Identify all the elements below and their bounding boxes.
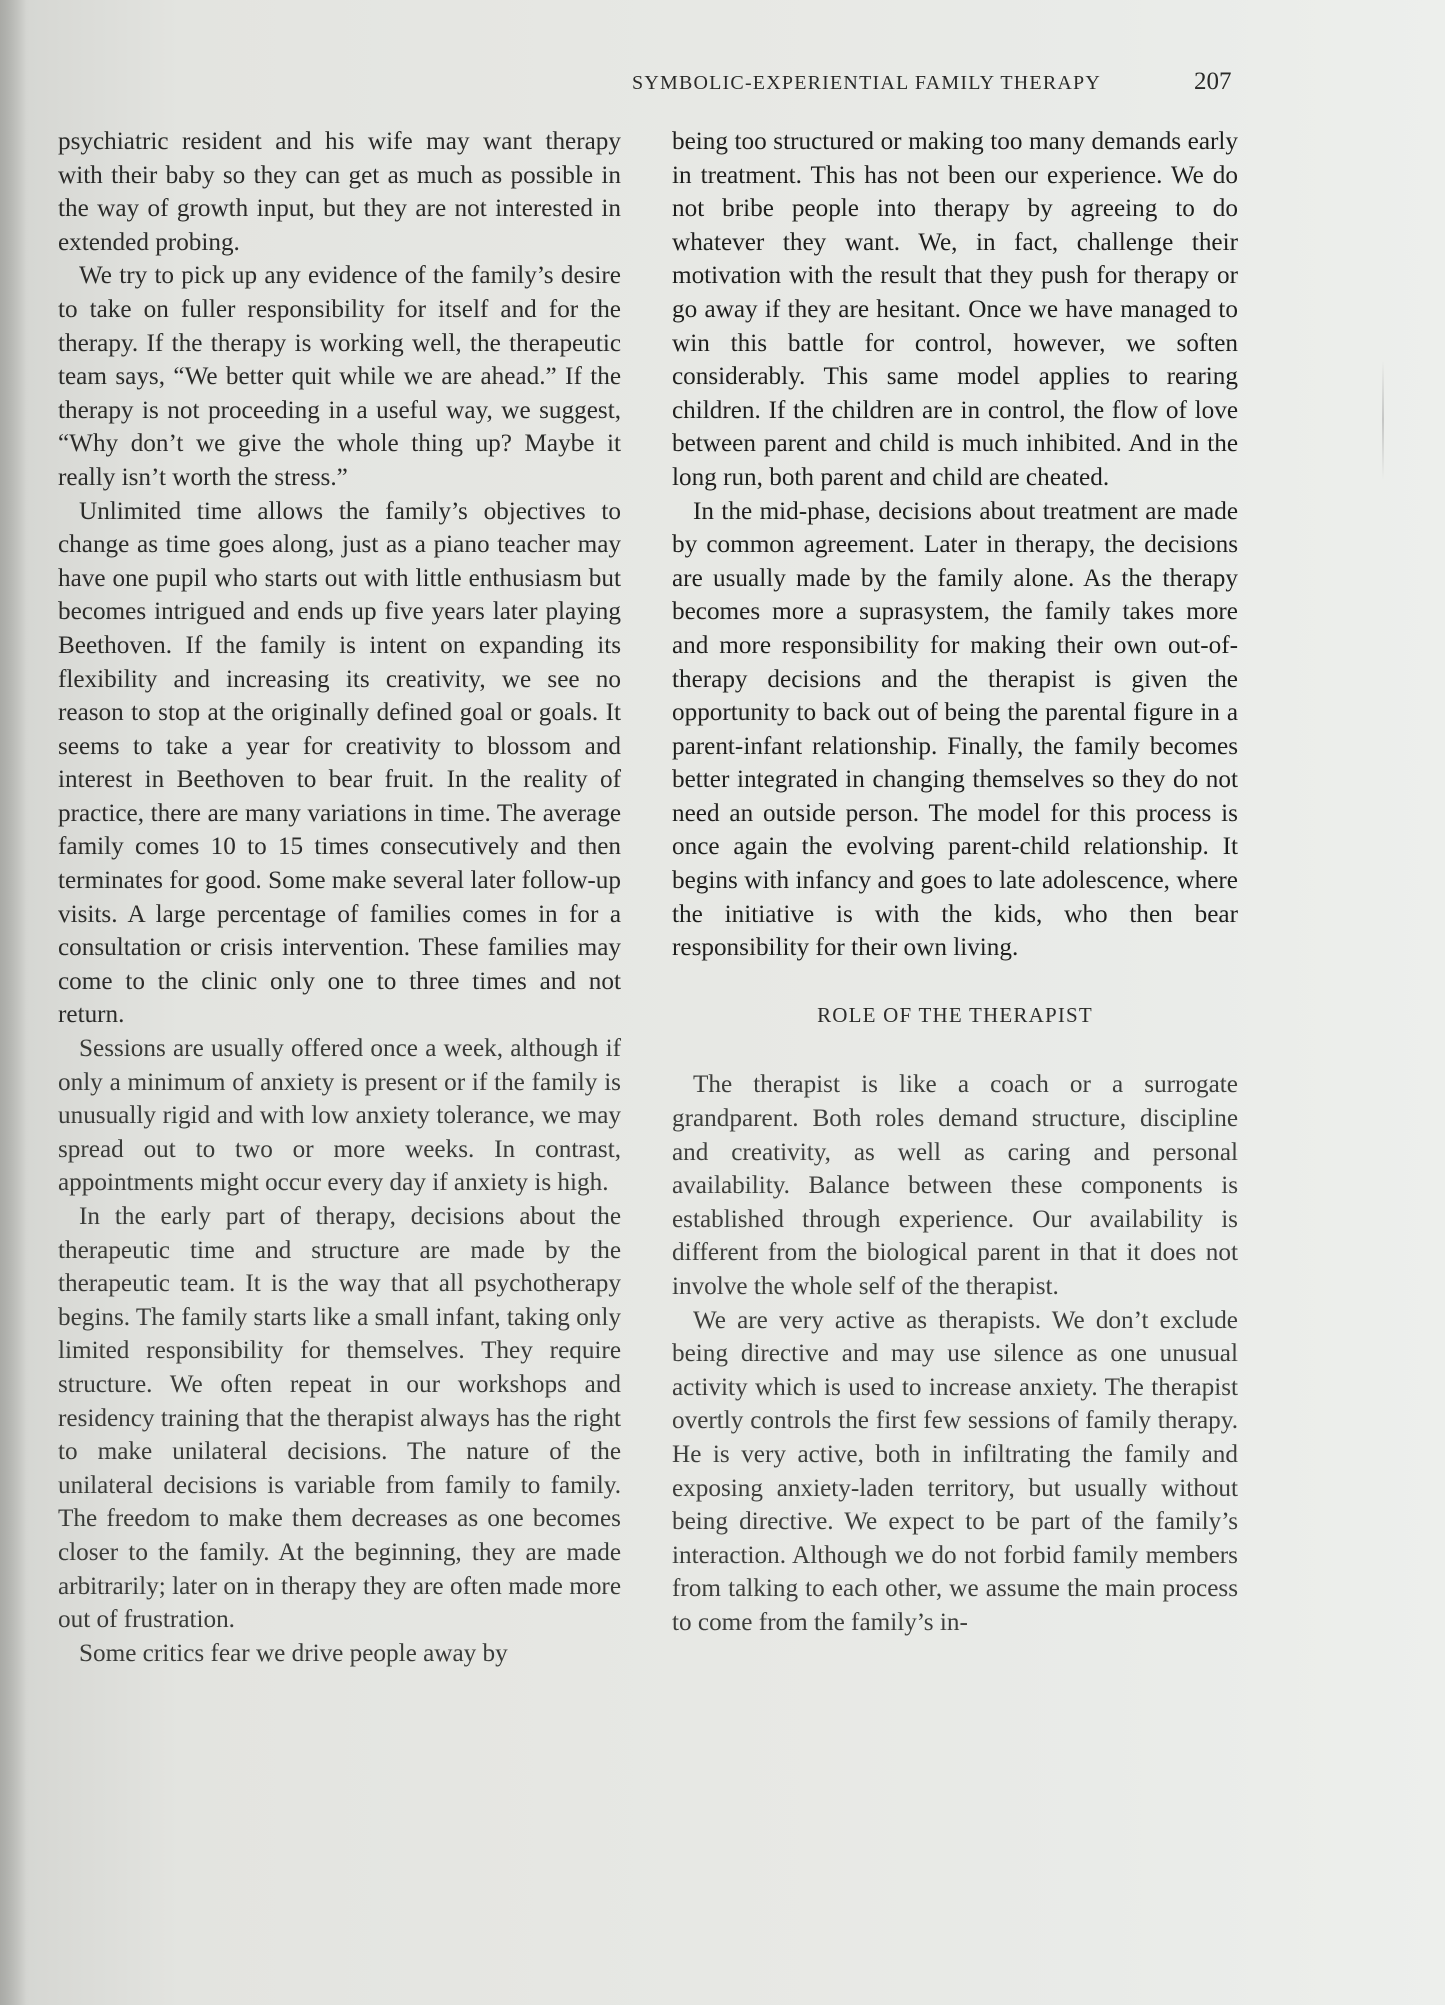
page-edge-mark bbox=[1382, 360, 1384, 480]
paragraph: In the early part of therapy, decisions about the therapeutic time and structure are made by the therapeutic team. It is the way that all psychotherapy begins. The family starts like a small infant, taking only limited responsibility for themselves. They require structure. We often repeat in our workshops and residency training that the therapist always has the right to make unilateral decisions. The nature of the unilateral decisions is variable from family to family. The freedom to make them decreases as one becomes closer to the family. At the beginning, they are made arbitrarily; later on in therapy they are often made more out of frustration. bbox=[58, 1203, 621, 1634]
paragraph: We try to pick up any evidence of the family’s desire to take on fuller responsibility for itself and for the therapy. If the therapy is working well, the therapeutic team says, “We better quit while we are ahead.” If the therapy is not proceeding in a useful way, we suggest, “Why don’t we give the whole thing up? Maybe it really isn’t worth the stress.” bbox=[58, 262, 621, 491]
paragraph: We are very active as therapists. We don’t exclude being directive and may use silence as one unusual activity which is used to increase anxiety. The therapist overtly controls the first few sessions of family therapy. He is very active, both in infiltrating the family and exposing anxiety-laden territory, but usually without being directive. We expect to be part of the family’s interaction. Although we do not forbid family members from talking to each other, we assume the main process to come from the family’s in- bbox=[672, 1306, 1238, 1636]
right-column bbox=[672, 125, 1238, 1640]
left-column bbox=[58, 125, 621, 1670]
paragraph: The therapist is like a coach or a surrogate grandparent. Both roles demand structure, discipline and creativity, as well as caring and personal availability. Balance between these components is established through experience. Our availability is different from the biological parent in that it does not involve the whole self of the therapist. bbox=[672, 1071, 1238, 1300]
paragraph: being too structured or making too many demands early in treatment. This has not been our experience. We do not bribe people into therapy by agreeing to do whatever they want. We, in fact, challenge their motivation with the result that they push for therapy or go away if they are hesitant. Once we have managed to win this battle for control, however, we soften considerably. This same model applies to rearing children. If the children are in control, the flow of love between parent and child is much inhibited. And in the long run, both parent and child are cheated. bbox=[672, 128, 1238, 491]
paragraph: Unlimited time allows the family’s objectives to change as time goes along, just as a piano teacher may have one pupil who starts out with little enthusiasm but becomes intrigued and ends up five years later playing Beethoven. If the family is intent on expanding its flexibility and increasing its creativity, we see no reason to stop at the originally defined goal or goals. It seems to take a year for creativity to blossom and interest in Beethoven to bear fruit. In the reality of practice, there are many variations in time. The average family comes 10 to 15 times consecutively and then terminates for good. Some make several later follow-up visits. A large percentage of families comes in for a consultation or crisis intervention. These families may come to the clinic only one to three times and not return. bbox=[58, 497, 621, 1029]
paragraph: In the mid-phase, decisions about treatment are made by common agreement. Later in therapy, the decisions are usually made by the family alone. As the therapy becomes more a suprasystem, the family takes more and more responsibility for making their own out-of-therapy decisions and the therapist is given the opportunity to back out of being the parental figure in a parent-infant relationship. Finally, the family becomes better integrated in changing themselves so they do not need an outside person. The model for this process is once again the evolving parent-child relationship. It begins with infancy and goes to late adolescence, where the initiative is with the kids, who then bear responsibility for their own living. bbox=[672, 497, 1238, 962]
page-number: 207 bbox=[1194, 68, 1232, 95]
spine-shadow bbox=[0, 0, 26, 2005]
section-heading: ROLE OF THE THERAPIST bbox=[817, 1002, 1093, 1027]
paragraph: psychiatric resident and his wife may want therapy with their baby so they can get as much as possible in the way of growth input, but they are not interested in extended probing. bbox=[58, 128, 621, 256]
running-head: SYMBOLIC-EXPERIENTIAL FAMILY THERAPY bbox=[632, 72, 1101, 94]
paragraph: Sessions are usually offered once a week, although if only a minimum of anxiety is present or if the family is unusually rigid and with low anxiety tolerance, we may spread out to two or more weeks. In contrast, appointments might occur every day if anxiety is high. bbox=[58, 1035, 621, 1197]
paragraph: Some critics fear we drive people away by bbox=[79, 1639, 508, 1667]
